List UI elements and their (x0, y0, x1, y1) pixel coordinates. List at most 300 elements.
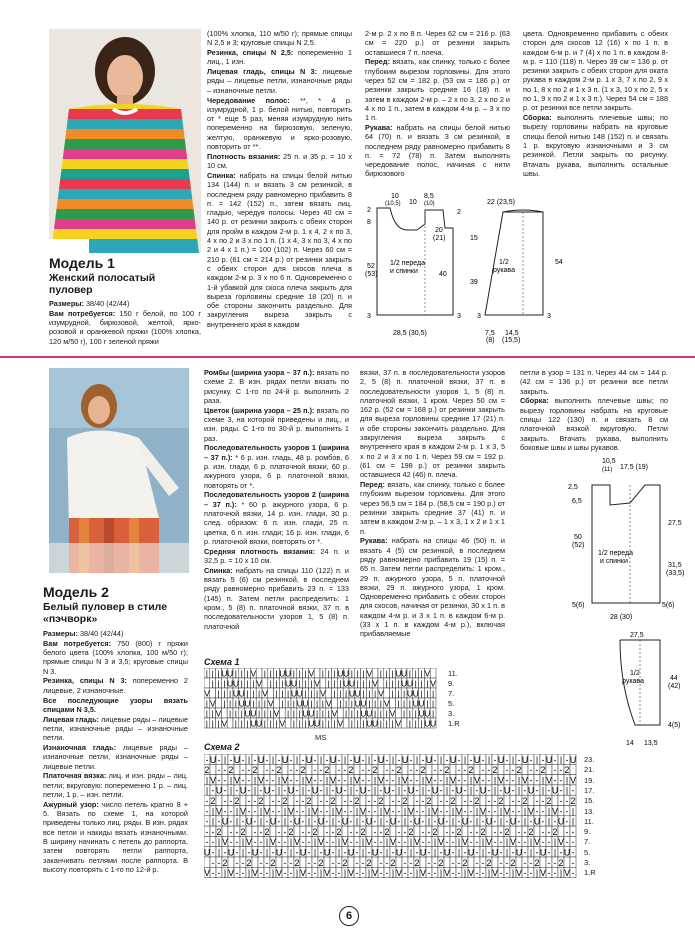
grid-symbol: - (289, 775, 293, 786)
grid-symbol: - (247, 785, 251, 796)
grid-cell (468, 857, 474, 867)
grid-symbol: U (545, 754, 553, 765)
grid-symbol: - (547, 868, 551, 879)
grid-symbol: 2 (378, 796, 384, 806)
grid-symbol: - (559, 775, 563, 786)
grid-symbol: - (331, 785, 335, 796)
grid-symbol: | (355, 806, 359, 817)
grid-symbol: - (265, 816, 269, 827)
grid-symbol: U (290, 688, 297, 699)
grid-cell (324, 857, 330, 867)
grid-cell (372, 668, 378, 678)
grid-symbol: U (257, 754, 265, 765)
paragraph (43, 715, 188, 743)
grid-symbol: V (378, 688, 384, 699)
grid-symbol: - (505, 775, 509, 786)
grid-symbol: V (279, 718, 286, 729)
grid-symbol: - (355, 837, 359, 848)
grid-symbol: | (234, 708, 238, 719)
grid-cell (258, 764, 264, 774)
grid-symbol: - (259, 837, 263, 848)
m2-l315b: (33,5) (666, 570, 685, 577)
grid-symbol: - (511, 765, 515, 776)
grid-row-label: 5. (448, 699, 455, 708)
m1-sl-top: 22 (23,5) (487, 199, 516, 206)
grid-symbol: | (211, 668, 214, 679)
paragraph-heading: Сборка: (520, 396, 549, 406)
m2-sl-top: 27,5 (630, 632, 644, 639)
grid-symbol: V (534, 837, 540, 848)
grid-symbol: | (321, 668, 325, 679)
grid-symbol: U (287, 785, 295, 796)
grid-symbol: 2 (546, 796, 552, 806)
grid-symbol: - (259, 785, 263, 796)
grid-cell (246, 826, 252, 836)
grid-row-label: 7. (584, 837, 591, 847)
grid-symbol: | (211, 806, 215, 817)
paragraph-heading: Последовательность узоров 2 (ширина – 37 п.): (204, 490, 349, 509)
grid-symbol: - (421, 837, 425, 848)
grid-symbol: | (431, 698, 435, 709)
grid-symbol: - (319, 847, 323, 858)
grid-symbol: - (211, 837, 215, 848)
grid-symbol: U (347, 847, 355, 858)
m2-l44b: (42) (668, 683, 681, 690)
grid-symbol: - (355, 785, 359, 796)
grid-symbol: - (229, 837, 233, 848)
grid-symbol: | (451, 816, 455, 827)
m2-top1: 10,5 (602, 458, 616, 465)
paragraph (204, 566, 349, 631)
grid-symbol: - (205, 796, 209, 806)
grid-cell (390, 826, 396, 836)
grid-symbol: - (499, 826, 503, 837)
grid-row-label: 9. (584, 827, 591, 837)
grid-symbol: | (433, 847, 437, 858)
grid-symbol: 2 (252, 765, 258, 776)
grid-symbol: | (319, 754, 323, 765)
grid-symbol: V (408, 806, 414, 817)
grid-symbol: - (409, 816, 413, 827)
grid-symbol: | (252, 698, 255, 709)
grid-symbol: U (299, 847, 307, 858)
grid-symbol: U (371, 847, 379, 858)
grid-symbol: V (288, 806, 294, 817)
grid-symbol: | (235, 816, 239, 827)
grid-symbol: V (312, 806, 318, 817)
grid-symbol: | (391, 678, 394, 689)
grid-row-label: 3. (448, 709, 455, 718)
paragraph (523, 29, 668, 113)
grid-symbol: - (343, 806, 347, 817)
grid-symbol: | (263, 668, 267, 679)
grid-symbol: - (343, 785, 347, 796)
grid-symbol: - (427, 847, 431, 858)
paragraph-heading: Лицевая гладь, спицы N 3: (207, 67, 318, 77)
grid-symbol: U (233, 754, 241, 765)
grid-symbol: | (350, 668, 354, 679)
model2-photo (49, 368, 189, 573)
grid-symbol: | (421, 775, 425, 786)
grid-symbol: | (426, 678, 429, 689)
grid-symbol: V (486, 837, 492, 848)
grid-symbol: V (318, 837, 324, 848)
grid-symbol: - (397, 796, 401, 806)
grid-symbol: | (431, 688, 435, 699)
grid-symbol: - (217, 868, 221, 879)
grid-cell (486, 826, 492, 836)
grid-symbol: - (313, 857, 317, 868)
grid-symbol: 2 (486, 857, 492, 868)
grid-symbol: - (403, 826, 407, 837)
paragraph-heading: Чередование полос: (207, 95, 290, 105)
grid-symbol: | (439, 754, 443, 765)
grid-symbol: | (362, 678, 365, 689)
grid-symbol: | (420, 668, 423, 679)
grid-symbol: V (221, 718, 228, 729)
grid-symbol: | (344, 688, 348, 699)
grid-cell (210, 764, 216, 774)
grid-symbol: U (323, 847, 331, 858)
grid-symbol: V (267, 698, 274, 709)
grid-symbol: - (349, 806, 353, 817)
grid-symbol: - (301, 754, 305, 765)
grid-symbol: - (373, 816, 377, 827)
grid-symbol: - (523, 847, 527, 858)
paragraph-heading: Перед: (365, 57, 390, 67)
m2-l275: 27,5 (668, 520, 682, 527)
grid-cell (384, 688, 390, 698)
grid-symbol: V (430, 678, 436, 689)
grid-symbol: - (385, 868, 389, 879)
grid-cell (510, 826, 516, 836)
grid-symbol: - (427, 785, 431, 796)
paragraph-heading: Изнаночная гладь: (43, 743, 117, 753)
grid-symbol: - (403, 785, 407, 796)
grid-symbol: U (377, 754, 385, 765)
grid-symbol: - (343, 775, 347, 786)
grid-symbol: U (557, 816, 565, 827)
grid-symbol: - (247, 765, 251, 776)
grid-symbol: 2 (510, 857, 516, 868)
grid-cell (330, 764, 336, 774)
grid-symbol: - (343, 796, 347, 806)
grid-symbol: V (256, 678, 262, 689)
grid-cell (282, 764, 288, 774)
grid-symbol: | (349, 775, 353, 786)
paragraph-text: * 60 р. ажурного узора, 6 р. платочной вязки, 14 р. изн. глади, 30 р. след. образом: 6 п. изн. глади, 25 п. цветка, 6 п. изн. глади; 16 р. изн. глади, 6 р. платочной вязки, повторять от *. (204, 499, 349, 546)
grid-symbol: | (331, 806, 335, 817)
grid-symbol: | (403, 816, 407, 827)
grid-symbol: | (275, 718, 278, 729)
grid-symbol: | (223, 678, 226, 689)
grid-symbol: | (356, 718, 359, 729)
grid-symbol: | (523, 806, 527, 817)
grid-symbol: U (449, 754, 457, 765)
grid-symbol: - (289, 816, 293, 827)
grid-symbol: - (523, 868, 527, 879)
grid-cell (522, 764, 528, 774)
m1-sl-bot2: 14,5 (505, 330, 519, 337)
paragraph-heading: Резинка, спицы N 3: (43, 676, 127, 686)
grid-symbol: | (535, 754, 539, 765)
grid-symbol: - (295, 775, 299, 786)
grid-symbol: 2 (456, 826, 462, 837)
scheme2-title: Схема 2 (204, 742, 240, 752)
grid-cell (474, 764, 480, 774)
grid-symbol: - (253, 796, 257, 806)
grid-symbol: - (397, 816, 401, 827)
grid-symbol: | (228, 698, 232, 709)
grid-cell (320, 678, 326, 688)
grid-symbol: - (373, 754, 377, 765)
grid-symbol: - (511, 847, 515, 858)
grid-symbol: U (418, 708, 425, 719)
grid-symbol: - (445, 837, 449, 848)
grid-symbol: | (379, 718, 383, 729)
grid-symbol: - (367, 847, 371, 858)
grid-cell (276, 857, 282, 867)
grid-symbol: | (409, 837, 413, 848)
grid-symbol: | (408, 708, 412, 719)
grid-symbol: V (384, 806, 390, 817)
grid-symbol: 2 (402, 796, 408, 806)
grid-symbol: 2 (426, 796, 432, 806)
grid-symbol: - (505, 754, 509, 765)
grid-symbol: U (256, 718, 263, 729)
m1-l52b: (53) (365, 271, 378, 278)
grid-symbol: - (373, 796, 377, 806)
grid-symbol: | (511, 754, 515, 765)
grid-symbol: - (481, 857, 485, 868)
grid-symbol: 2 (444, 765, 450, 776)
grid-symbol: - (499, 868, 503, 879)
grid-row-label: 1.R (584, 868, 596, 878)
grid-symbol: | (217, 847, 221, 858)
grid-symbol: | (229, 785, 233, 796)
paragraph (204, 490, 349, 546)
grid-symbol: V (262, 688, 268, 699)
grid-symbol: - (505, 868, 509, 879)
grid-symbol: - (457, 816, 461, 827)
grid-symbol: U (250, 708, 257, 719)
grid-symbol: | (205, 698, 209, 709)
paragraph (204, 406, 349, 443)
grid-symbol: - (337, 754, 341, 765)
grid-symbol: - (355, 826, 359, 837)
paragraph-text: вязать по схеме 3, на которой приведены и лиц., и изн. ряды. С 1-го по 30-й р. выполнить 1 раз. (204, 405, 349, 443)
grid-symbol: - (379, 857, 383, 868)
grid-symbol: - (451, 826, 455, 837)
paragraph-heading: Все последующие узоры вязать спицами N 3,5. (43, 695, 188, 714)
m1-sl-bot1: 7,5 (485, 330, 495, 337)
grid-symbol: | (247, 868, 251, 879)
grid-symbol: - (427, 826, 431, 837)
grid-symbol: U (239, 785, 247, 796)
grid-symbol: - (241, 816, 245, 827)
paragraph-text: 25 п. и 35 р. = 10 x 10 см. (207, 151, 352, 171)
m1-l15: 15 (470, 235, 478, 242)
grid-cell (234, 764, 240, 774)
model1-needs-label: Вам потребуется: (49, 308, 116, 318)
grid-symbol: - (409, 754, 413, 765)
grid-cell (312, 795, 318, 805)
grid-symbol: - (367, 765, 371, 776)
grid-symbol: - (205, 754, 209, 765)
grid-symbol: | (240, 708, 243, 719)
grid-symbol: - (235, 857, 239, 868)
grid-symbol: V (209, 698, 216, 709)
grid-symbol: - (367, 775, 371, 786)
grid-cell (540, 857, 546, 867)
paragraph (365, 57, 510, 122)
m1-sl3b: 3 (547, 313, 551, 320)
grid-symbol: V (210, 775, 216, 786)
grid-symbol: - (505, 816, 509, 827)
grid-symbol: V (354, 775, 360, 786)
grid-symbol: 2 (306, 796, 312, 806)
grid-symbol: | (229, 775, 233, 786)
grid-symbol: | (529, 837, 533, 848)
grid-cell (354, 764, 360, 774)
grid-symbol: - (409, 775, 413, 786)
grid-symbol: | (304, 678, 307, 689)
grid-cell (337, 708, 343, 718)
grid-symbol: - (319, 765, 323, 776)
grid-symbol: - (307, 837, 311, 848)
grid-symbol: | (295, 754, 299, 765)
grid-symbol: V (273, 708, 280, 719)
grid-symbol: U (467, 847, 475, 858)
grid-symbol: V (276, 868, 282, 879)
grid-symbol: | (517, 775, 521, 786)
m1-top3: 8,5 (424, 193, 434, 200)
grid-symbol: | (211, 816, 215, 827)
grid-symbol: - (277, 837, 281, 848)
grid-symbol: | (327, 708, 330, 719)
grid-symbol: U (251, 847, 259, 858)
grid-symbol: - (433, 765, 437, 776)
grid-symbol: | (463, 754, 467, 765)
grid-symbol: | (271, 754, 275, 765)
grid-symbol: - (403, 847, 407, 858)
grid-cell (492, 857, 498, 867)
grid-cell (534, 826, 540, 836)
grid-symbol: 2 (504, 826, 510, 837)
grid-symbol: V (294, 837, 300, 848)
grid-symbol: - (415, 796, 419, 806)
grid-symbol: - (535, 785, 539, 796)
grid-symbol: | (304, 668, 307, 679)
grid-symbol: - (343, 847, 347, 858)
grid-symbol: U (521, 754, 529, 765)
grid-symbol: | (286, 698, 290, 709)
grid-symbol: U (563, 847, 571, 858)
grid-symbol: - (367, 796, 371, 806)
grid-symbol: | (269, 708, 272, 719)
grid-symbol: | (286, 708, 290, 719)
grid-symbol: V (366, 668, 373, 679)
grid-symbol: V (480, 806, 486, 817)
grid-symbol: U (485, 816, 493, 827)
grid-symbol: - (271, 785, 275, 796)
grid-symbol: - (481, 765, 485, 776)
grid-symbol: | (427, 816, 431, 827)
grid-row-label: 23. (584, 755, 595, 764)
grid-symbol: - (277, 826, 281, 837)
grid-symbol: V (360, 806, 366, 817)
grid-symbol: - (559, 765, 563, 776)
grid-symbol: - (571, 847, 575, 858)
grid-symbol: - (301, 837, 305, 848)
grid-symbol: - (433, 816, 437, 827)
grid-symbol: 2 (246, 857, 252, 868)
grid-symbol: | (298, 718, 301, 729)
grid-symbol: - (439, 765, 443, 776)
grid-symbol: | (313, 837, 317, 848)
grid-symbol: - (457, 765, 461, 776)
grid-cell (450, 764, 456, 774)
grid-cell (564, 857, 570, 867)
grid-symbol: | (505, 847, 509, 858)
grid-symbol: - (229, 806, 233, 817)
grid-symbol: - (241, 857, 245, 868)
grid-symbol: - (265, 868, 269, 879)
grid-symbol: - (325, 826, 329, 837)
grid-symbol: 2 (228, 765, 234, 776)
model1-subtitle: Женский полосатый пуловер (49, 272, 156, 296)
grid-symbol: - (553, 754, 557, 765)
grid-symbol: 2 (516, 765, 522, 776)
grid-symbol: 2 (360, 826, 366, 837)
grid-symbol: | (373, 775, 377, 786)
grid-symbol: V (314, 678, 320, 689)
grid-symbol: | (565, 775, 569, 786)
grid-symbol: 2 (558, 857, 564, 868)
grid-symbol: - (493, 826, 497, 837)
grid-symbol: | (246, 718, 249, 729)
grid-symbol: - (541, 796, 545, 806)
grid-symbol: | (265, 847, 269, 858)
grid-symbol: - (397, 837, 401, 848)
grid-symbol: U (431, 785, 439, 796)
grid-symbol: - (421, 796, 425, 806)
grid-symbol: - (349, 816, 353, 827)
grid-symbol: U (290, 678, 297, 689)
model2-col2 (204, 368, 349, 631)
grid-symbol: - (571, 826, 575, 837)
grid-symbol: 2 (390, 857, 396, 868)
scheme1-ms: MS (315, 733, 327, 742)
grid-symbol: - (511, 796, 515, 806)
grid-symbol: | (331, 816, 335, 827)
grid-cell (558, 826, 564, 836)
grid-symbol: | (487, 754, 491, 765)
grid-cell (228, 857, 234, 867)
grid-symbol: U (503, 785, 511, 796)
grid-symbol: V (336, 806, 342, 817)
grid-symbol: - (475, 857, 479, 868)
m1-l8: 8 (367, 219, 371, 226)
grid-symbol: | (343, 868, 347, 879)
grid-symbol: - (457, 754, 461, 765)
grid-symbol: | (240, 718, 243, 729)
grid-symbol: | (321, 698, 325, 709)
grid-symbol: U (302, 708, 309, 719)
grid-row-label: 21. (584, 765, 595, 775)
paragraph (43, 743, 188, 771)
grid-symbol: | (535, 868, 539, 879)
